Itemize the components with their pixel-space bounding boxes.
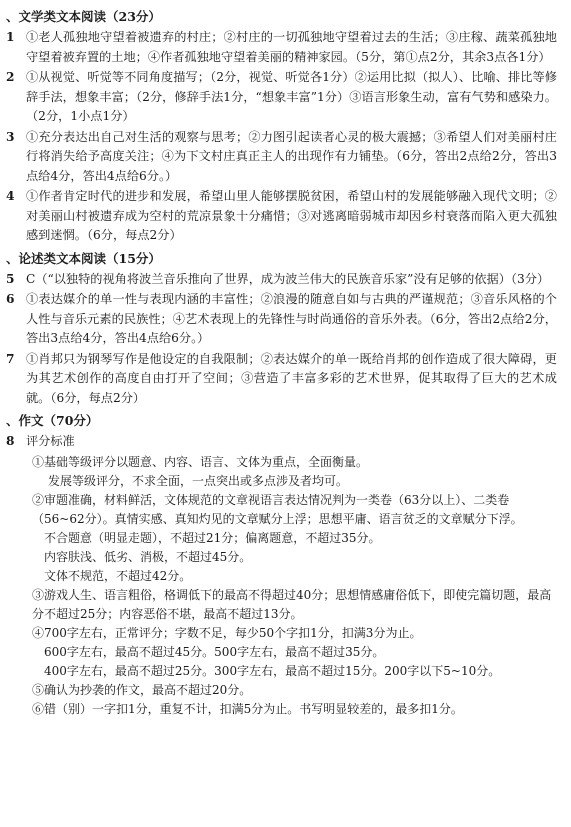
answer-item	[6, 290, 557, 349]
section-heading-essay: 、作文（70分）	[6, 413, 99, 428]
item-number: 8	[6, 434, 15, 448]
rubric-line: 发展等级评分，不求全面，一点突出或多点涉及者均可。	[48, 473, 349, 488]
item-text: ①肖邦只为钢琴写作是他设定的自我限制；②表达媒介的单一既给肖邦的创作造成了很大障碍，更为其艺术创作的高度自由打开了空间；③营造了丰富多彩的艺术世界，促其取得了巨大的艺术成就。（6分，每点2分）	[26, 351, 557, 405]
item-number: 4	[6, 189, 15, 203]
item-number: 2	[6, 70, 15, 84]
answer-item	[6, 128, 557, 187]
item-number: 5	[6, 271, 15, 286]
item-text: ①表达媒介的单一性与表现内涵的丰富性；②浪漫的随意自如与古典的严谨规范；③音乐风格的个人性与音乐元素的民族性；④艺术表现上的先锋性与时尚通俗的音乐外表。（6分，答出2点给2分，答出3点给4分，答出4点给6分。）	[26, 292, 557, 345]
item-text: ①老人孤独地守望着被遗弃的村庄；②村庄的一切孤独地守望着过去的生活；③庄稼、蔬菜孤独地守望着被弃置的土地；④作者孤独地守望着美丽的精神家园。（5分，第①点2分，其余3点各1分）	[26, 30, 557, 64]
item-number: 7	[6, 351, 15, 366]
item-text: ①充分表达出自己对生活的观察与思考；②力图引起读者心灵的极大震撼；③希望人们对美丽村庄行将消失给予高度关注；④为下文村庄真正主人的出现作有力铺垫。（6分，答出2点给2分，答出3点给4分，答出4点给6分。）	[26, 129, 557, 183]
section-heading-literary: 、文学类文本阅读（23分）	[6, 9, 161, 24]
rubric-line: ③游戏人生、语言粗俗，格调低下的最高不得超过40分；思想情感庸俗低下，即使完篇切题，最高分不超过25分；内容恶俗不堪，最高不超过13分。	[32, 587, 552, 621]
item-number: 3	[6, 129, 15, 144]
answer-item	[6, 187, 557, 246]
answer-item	[6, 28, 557, 67]
answer-item	[6, 270, 557, 290]
essay-header-text: 评分标准	[26, 434, 75, 448]
item-text: ①作者肯定时代的进步和发展，希望山里人能够摆脱贫困，希望山村的发展能够融入现代文明；②对美丽山村被遗弃成为空村的荒凉景象十分痛惜；③对逃离暗弱城市却因乡村衰落而陷入更大孤独感到迷惘。（6分，每点2分）	[26, 189, 557, 242]
rubric-line: ⑥错（别）一字扣1分，重复不计，扣满5分为止。书写明显较差的，最多扣1分。	[32, 701, 463, 716]
rubric-line: 不合题意（明显走题），不超过21分；偏离题意，不超过35分。	[44, 530, 381, 545]
rubric-line: ①基础等级评分以题意、内容、语言、文体为重点，全面衡量。	[32, 454, 369, 469]
rubric-line: 文体不规范，不超过42分。	[44, 568, 192, 583]
item-number: 6	[6, 292, 15, 306]
item-text: C（“以独特的视角将波兰音乐推向了世界，成为波兰伟大的民族音乐家”没有足够的依据）（3分）	[26, 271, 550, 286]
essay-header	[6, 432, 557, 452]
rubric-line: 内容肤浅、低劣、消极，不超过45分。	[44, 549, 252, 564]
essay-rubric	[32, 453, 557, 719]
answer-item	[6, 350, 557, 409]
section-heading-argument: 、论述类文本阅读（15分）	[6, 250, 161, 266]
item-text: ①从视觉、听觉等不同角度描写；（2分，视觉、听觉各1分）②运用比拟（拟人）、比喻、排比等修辞手法，想象丰富；（2分，修辞手法1分，“想象丰富”1分）③语言形象生动，富有气势和感染力。（2分，1小点1分）	[26, 70, 557, 123]
item-number: 1	[6, 30, 15, 44]
rubric-line: ②审题准确，材料鲜活，文体规范的文章视语言表达情况判为一类卷（63分以上）、二类卷（56~62分）。真情实感、真知灼见的文章赋分上浮；思想平庸、语言贫乏的文章赋分下浮。	[32, 492, 523, 526]
rubric-line: 600字左右，最高不超过45分。500字左右，最高不超过35分。	[44, 644, 385, 659]
rubric-line: ④700字左右，正常评分；字数不足，每少50个字扣1分，扣满3分为止。	[32, 625, 422, 640]
answer-item	[6, 68, 557, 127]
rubric-line: 400字左右，最高不超过25分。300字左右，最高不超过15分。200字以下5~10分。	[44, 663, 501, 678]
rubric-line: ⑤确认为抄袭的作文，最高不超过20分。	[32, 682, 252, 697]
